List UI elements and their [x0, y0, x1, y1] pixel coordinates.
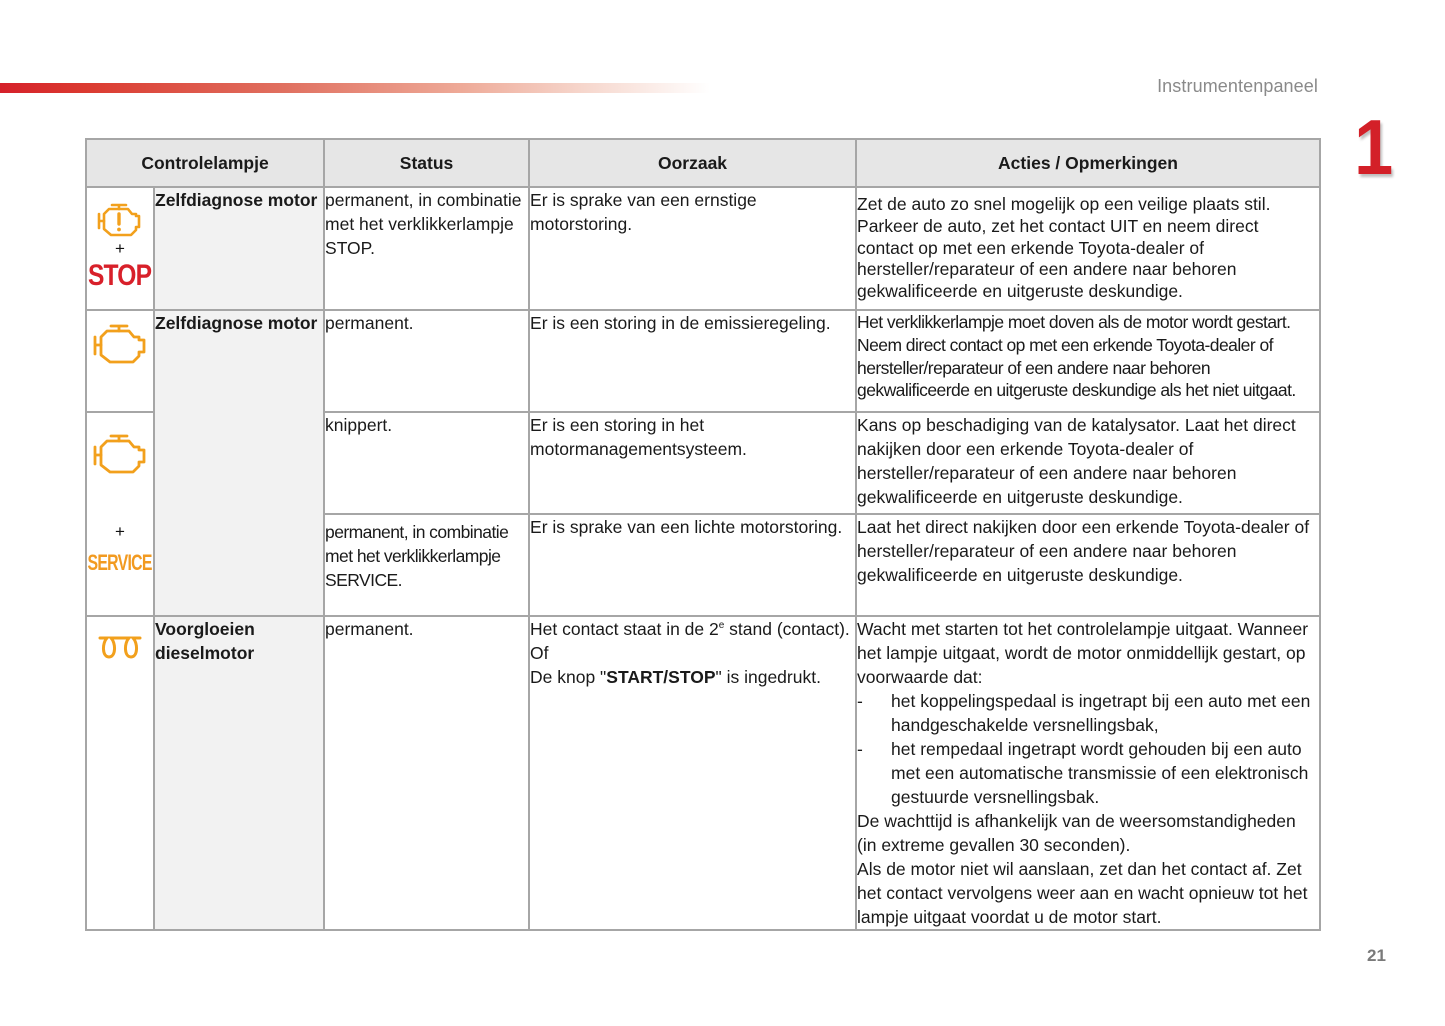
cause-cell: Er is sprake van een lichte motorstoring.	[529, 514, 856, 616]
action-bullet	[857, 689, 1319, 737]
chapter-number: 1	[1354, 103, 1394, 191]
service-indicator-label: SERVICE	[87, 550, 153, 575]
cause-line	[530, 665, 855, 689]
status-cell: knippert.	[324, 412, 529, 514]
warning-lights-table	[85, 138, 1321, 931]
stop-indicator-label: STOP	[88, 259, 152, 292]
status-cell: permanent.	[324, 310, 529, 412]
action-cell: Laat het direct nakijken door een erkende Toyota-dealer of hersteller/reparateur of een andere naar behoren gekwalificeerde en uitgeruste deskundige.	[856, 514, 1320, 616]
cause-text: De knop "	[530, 667, 607, 687]
cause-line: Of	[530, 643, 549, 663]
icon-cell	[86, 187, 154, 310]
plus-sign: +	[115, 522, 125, 541]
plus-sign: +	[115, 239, 125, 258]
engine-warning-icon	[91, 433, 149, 475]
lamp-name: Zelfdiagnose motor	[154, 187, 324, 310]
lamp-name: Voorgloeien dieselmotor	[154, 616, 324, 930]
lamp-name: Zelfdiagnose motor	[154, 310, 324, 616]
cause-cell: Er is sprake van een ernstige motorstoring.	[529, 187, 856, 310]
superscript: e	[718, 620, 725, 632]
action-intro: Wacht met starten tot het controlelampje uitgaat. Wanneer het lampje uitgaat, wordt de motor onmiddellijk gestart, op voorwaarde dat:	[857, 619, 1309, 687]
cause-line	[530, 617, 855, 641]
section-title: Instrumentenpaneel	[1157, 76, 1318, 96]
action-cell: Zet de auto zo snel mogelijk op een veilige plaats stil. Parkeer de auto, zet het contact UIT en neem direct contact op met een erkende Toyota-dealer of hersteller/reparateur of een andere naar behoren gekwalificeerde en uitgeruste deskundige.	[856, 187, 1320, 310]
cause-text: " is ingedrukt.	[715, 667, 821, 687]
engine-warning-exclamation-icon	[95, 202, 145, 238]
bullet-marker: -	[857, 691, 863, 711]
bullet-text: het koppelingspedaal is ingetrapt bij een auto met een handgeschakelde versnellingsbak,	[891, 691, 1311, 735]
table-row	[86, 616, 1320, 930]
status-cell: permanent, in combinatie met het verklikkerlampje SERVICE.	[324, 514, 529, 616]
cause-cell: Er is een storing in de emissieregeling.	[529, 310, 856, 412]
action-cell: Het verklikkerlampje moet doven als de motor wordt gestart. Neem direct contact op met een erkende Toyota-dealer of hersteller/reparateur of een andere naar behoren gekwalificeerde en uitgeruste deskundige als het niet uitgaat.	[856, 310, 1320, 412]
icon-cell	[86, 310, 154, 412]
icon-cell	[86, 616, 154, 930]
column-header-oorzaak: Oorzaak	[529, 139, 856, 187]
cause-cell: Er is een storing in het motormanagementsysteem.	[529, 412, 856, 514]
page-number: 21	[1367, 946, 1386, 965]
engine-warning-icon	[91, 323, 149, 365]
table-header-row	[86, 139, 1320, 187]
cause-text: stand (contact).	[724, 619, 850, 639]
action-bullet	[857, 737, 1319, 809]
icon-cell	[86, 412, 154, 616]
action-cell	[856, 616, 1320, 930]
column-header-acties: Acties / Opmerkingen	[856, 139, 1320, 187]
action-note: De wachttijd is afhankelijk van de weersomstandigheden (in extreme gevallen 30 seconden).	[857, 811, 1296, 855]
column-header-controlelampje: Controlelampje	[86, 139, 324, 187]
status-cell: permanent, in combinatie met het verklikkerlampje STOP.	[324, 187, 529, 310]
cause-text: Het contact staat in de 2	[530, 619, 719, 639]
action-note: Als de motor niet wil aanslaan, zet dan het contact af. Zet het contact vervolgens weer aan en wacht opnieuw tot het lampje uitgaat voordat u de motor start.	[857, 859, 1308, 927]
status-cell: permanent.	[324, 616, 529, 930]
start-stop-button-name: START/STOP	[606, 667, 716, 687]
action-cell: Kans op beschadiging van de katalysator. Laat het direct nakijken door een erkende Toyota-dealer of hersteller/reparateur of een andere naar behoren gekwalificeerde en uitgeruste deskundige.	[856, 412, 1320, 514]
bullet-text: het rempedaal ingetrapt wordt gehouden bij een auto met een automatische transmissie of een elektronisch gestuurde versnellingsbak.	[891, 739, 1309, 807]
header-accent-bar	[0, 83, 710, 93]
bullet-marker: -	[857, 739, 863, 759]
glow-plug-icon	[98, 633, 142, 661]
cause-cell	[529, 616, 856, 930]
table-row	[86, 310, 1320, 412]
table-row	[86, 187, 1320, 310]
column-header-status: Status	[324, 139, 529, 187]
